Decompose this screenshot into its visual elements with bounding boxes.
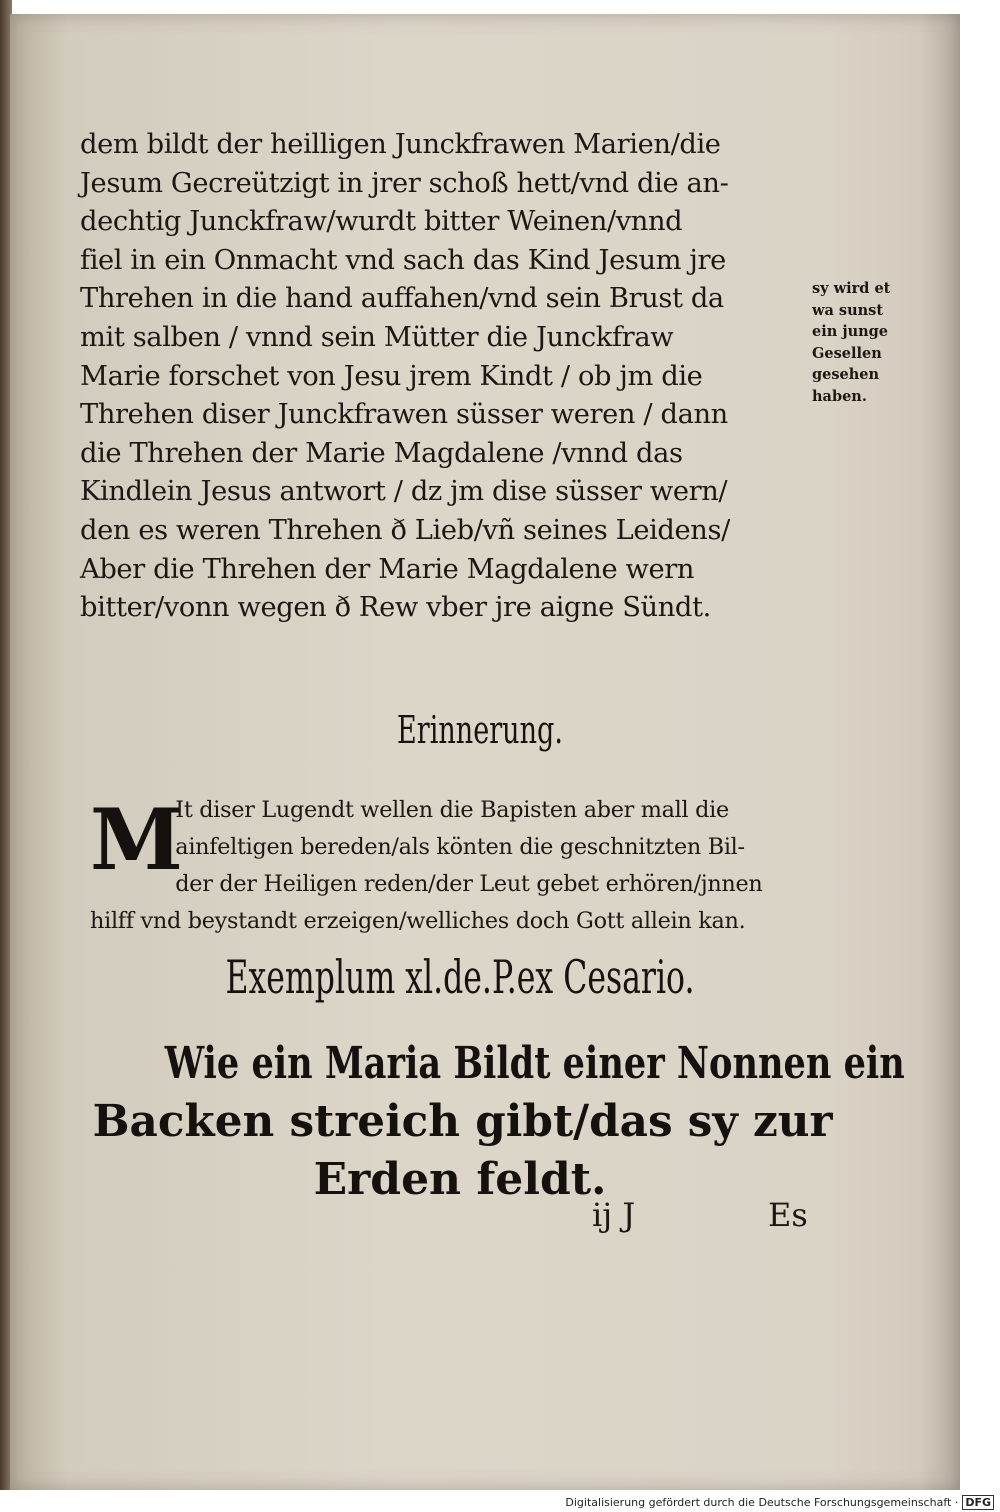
margin-note-line: gesehen bbox=[812, 366, 880, 383]
title-line: Backen streich gibt/das sy zur bbox=[92, 1096, 833, 1147]
paragraph-line: It diser Lugendt wellen die Bapisten aber mall die bbox=[175, 797, 729, 823]
margin-note-line: Gesellen bbox=[812, 344, 882, 362]
body-line: Marie forschet von Jesu jrem Kindt / ob jm die bbox=[80, 359, 703, 392]
body-line: Aber die Threhen der Marie Magdalene wern bbox=[80, 552, 695, 585]
dfg-logo: DFG bbox=[962, 1495, 994, 1510]
drop-cap: M bbox=[90, 790, 183, 889]
body-line: den es weren Threhen ð Lieb/vñ seines Leidens/ bbox=[80, 513, 730, 546]
paragraph-line: hilff vnd beystandt erzeigen/welliches doch Gott allein kan. bbox=[90, 908, 746, 934]
body-line: dechtig Junckfraw/wurdt bitter Weinen/vnnd bbox=[80, 205, 683, 238]
body-line: dem bildt der heilligen Junckfrawen Marien/die bbox=[80, 128, 721, 160]
erinnerung-paragraph bbox=[90, 792, 820, 940]
margin-note-line: sy wird et bbox=[812, 280, 891, 297]
footer-text: Digitalisierung gefördert durch die Deutsche Forschungsgemeinschaft · bbox=[565, 1496, 959, 1509]
exemplum-title bbox=[90, 1035, 905, 1209]
page-edge-shadow bbox=[920, 14, 960, 1490]
marginal-note bbox=[812, 278, 922, 407]
title-line: Erden feldt. bbox=[313, 1154, 607, 1205]
section-heading-exemplum: Exemplum xl.de.P.ex Cesario. bbox=[225, 950, 695, 1004]
catchword: Es bbox=[768, 1196, 808, 1234]
body-line: Jesum Gecreützigt in jrer schoß hett/vnd die an- bbox=[80, 166, 729, 199]
body-line: Kindlein Jesus antwort / dz jm dise süsser wern/ bbox=[80, 475, 728, 508]
title-line: Wie ein Maria Bildt einer Nonnen ein bbox=[164, 1038, 905, 1089]
paragraph-line: der der Heiligen reden/der Leut gebet erhören/jnnen bbox=[175, 871, 763, 897]
body-line: die Threhen der Marie Magdalene /vnnd das bbox=[80, 436, 683, 469]
body-line: Threhen diser Junckfrawen süsser weren / dann bbox=[80, 398, 728, 431]
body-line: mit salben / vnnd sein Mütter die Junckfraw bbox=[80, 320, 674, 353]
section-heading-erinnerung: Erinnerung. bbox=[397, 708, 563, 752]
body-line: fiel in ein Onmacht vnd sach das Kind Jesum jre bbox=[80, 243, 726, 276]
margin-note-line: haben. bbox=[812, 387, 867, 405]
body-line: Threhen in die hand auffahen/vnd sein Brust da bbox=[80, 282, 724, 315]
signature-mark: ij J bbox=[592, 1196, 636, 1234]
main-paragraph bbox=[80, 125, 820, 627]
digitization-footer bbox=[565, 1495, 994, 1510]
body-line: bitter/vonn wegen ð Rew vber jre aigne Sündt. bbox=[80, 591, 711, 624]
margin-note-line: ein junge bbox=[812, 323, 889, 340]
margin-note-line: wa sunst bbox=[812, 301, 884, 319]
paragraph-line: ainfeltigen bereden/als könten die geschnitzten Bil- bbox=[175, 834, 745, 860]
